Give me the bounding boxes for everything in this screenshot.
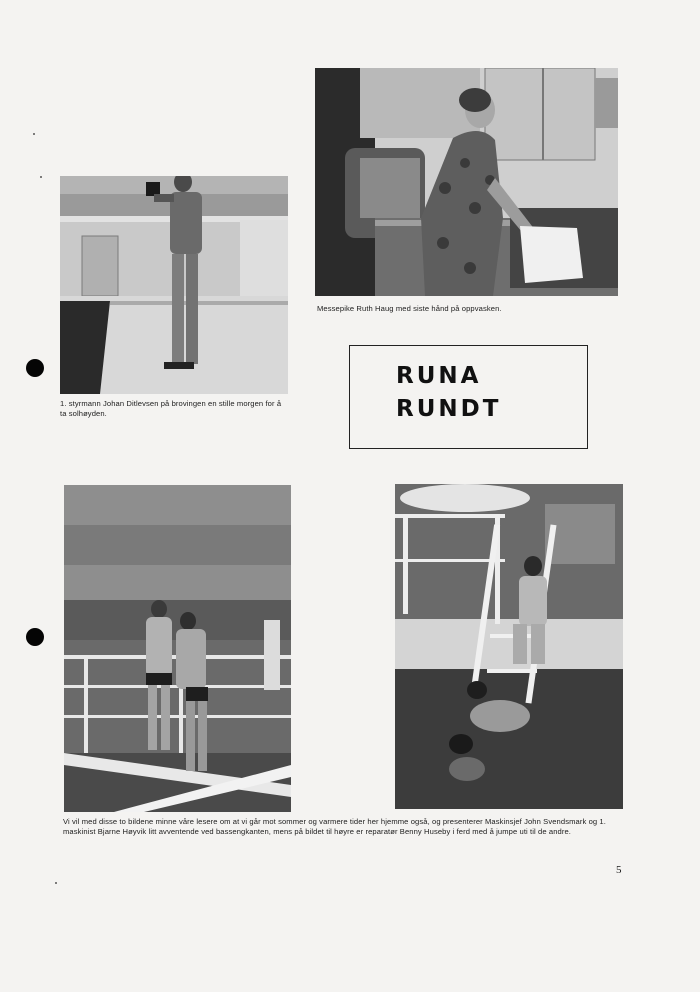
- title-line-2: RUNDT: [396, 396, 502, 422]
- photo-deck: [64, 485, 291, 812]
- caption-galley: Messepike Ruth Haug med siste hånd på oppvasken.: [317, 304, 502, 313]
- punch-hole-bottom: [26, 628, 44, 646]
- punch-hole-top: [26, 359, 44, 377]
- speck: [40, 176, 42, 178]
- speck: [33, 133, 35, 135]
- photo-galley: [315, 68, 618, 296]
- title-line-1: RUNA: [396, 363, 482, 389]
- photo-navigator: [60, 176, 288, 394]
- title-box: [349, 345, 588, 449]
- caption-navigator: 1. styrmann Johan Ditlevsen på brovingen en stille morgen for å ta solhøyden.: [60, 399, 282, 418]
- photo-pool: [395, 484, 623, 809]
- speck: [55, 882, 57, 884]
- page-number: 5: [616, 864, 622, 876]
- caption-bottom: Vi vil med disse to bildene minne våre lesere om at vi går mot sommer og varmere tider her hjemme også, og presenterer Maskinsjef John Svendsmark og 1. maskinist Bjarne Høyvik litt avventende ved bassengkanten, mens på bildet til høyre er reparatør Benny Huseby i ferd med å jumpe uti til de andre.: [63, 817, 606, 836]
